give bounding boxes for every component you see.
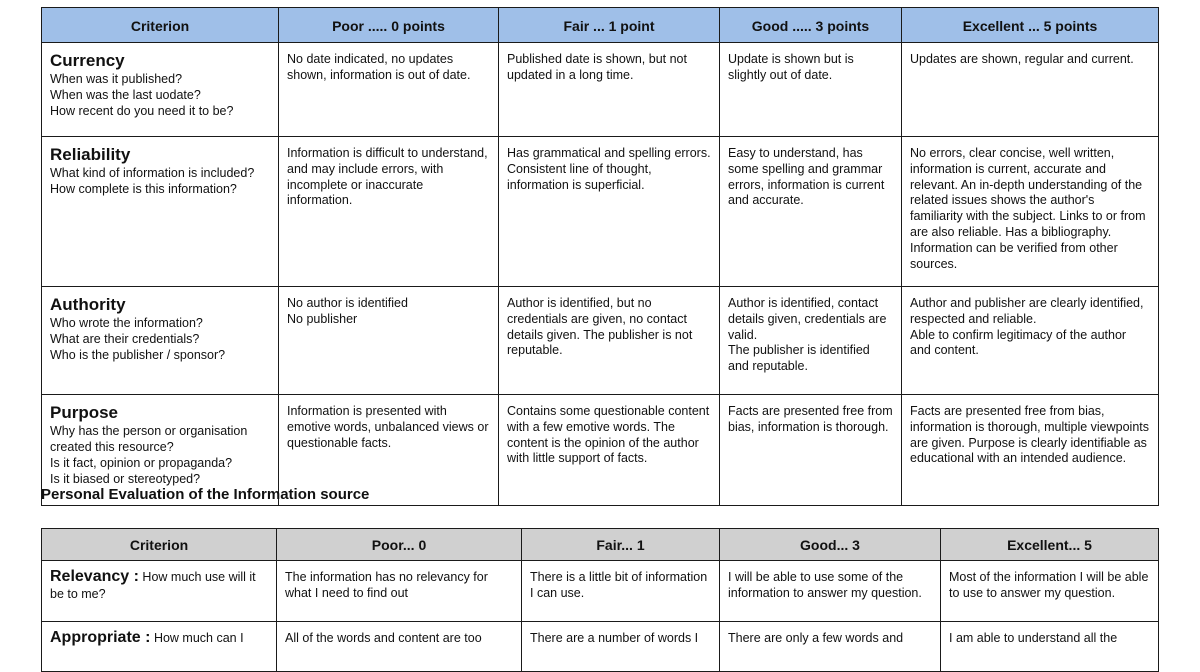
rubric-cell-poor: No date indicated, no updates shown, information is out of date.	[279, 43, 499, 137]
rubric-cell-fair: There are a number of words I	[522, 622, 720, 672]
criterion-cell	[42, 43, 279, 137]
criterion-title: Purpose	[50, 403, 119, 422]
rubric-cell-poor: Information is presented with emotive words, unbalanced views or questionable facts.	[279, 395, 499, 506]
criterion-question: What kind of information is included?	[50, 166, 255, 180]
evaluation-rubric-table	[41, 7, 1159, 506]
section-heading: Personal Evaluation of the Information source	[41, 486, 370, 503]
header-excellent: Excellent ... 5 points	[902, 8, 1159, 43]
table-row	[42, 561, 1159, 622]
table-header-row	[42, 8, 1159, 43]
criterion-question: What are their credentials?	[50, 332, 200, 346]
criterion-question: How recent do you need it to be?	[50, 104, 234, 118]
table-row	[42, 137, 1159, 287]
rubric-cell-fair: Has grammatical and spelling errors. Consistent line of thought, information is superficial.	[499, 137, 720, 287]
header-fair: Fair... 1	[522, 529, 720, 561]
criterion-title: Currency	[50, 51, 125, 70]
header-excellent: Excellent... 5	[941, 529, 1159, 561]
header-criterion: Criterion	[42, 529, 277, 561]
header-poor: Poor... 0	[277, 529, 522, 561]
criterion-question: Who is the publisher / sponsor?	[50, 348, 226, 362]
header-fair: Fair ... 1 point	[499, 8, 720, 43]
criterion-question: How complete is this information?	[50, 182, 237, 196]
rubric-cell-poor: All of the words and content are too	[277, 622, 522, 672]
rubric-cell-fair: Published date is shown, but not updated in a long time.	[499, 43, 720, 137]
criterion-question: Why has the person or organisation created this resource?	[50, 424, 248, 454]
criterion-question: How much use will it be to me?	[50, 570, 256, 601]
rubric-cell-good: I will be able to use some of the information to answer my question.	[720, 561, 941, 622]
header-criterion: Criterion	[42, 8, 279, 43]
rubric-cell-good: Update is shown but is slightly out of date.	[720, 43, 902, 137]
criterion-title: Relevancy :	[50, 568, 139, 585]
header-poor: Poor ..... 0 points	[279, 8, 499, 43]
criterion-question: When was the last uodate?	[50, 88, 201, 102]
criterion-question: Is it biased or stereotyped?	[50, 472, 201, 486]
rubric-cell-excellent: Author and publisher are clearly identified, respected and reliable. Able to confirm legitimacy of the author and content.	[902, 287, 1159, 395]
rubric-cell-good: There are only a few words and	[720, 622, 941, 672]
rubric-cell-excellent: Facts are presented free from bias, information is thorough, multiple viewpoints are given. Purpose is clearly identifiable as educational with an intended audience.	[902, 395, 1159, 506]
table-row	[42, 622, 1159, 672]
criterion-question: Who wrote the information?	[50, 316, 203, 330]
criterion-title: Appropriate :	[50, 629, 151, 646]
rubric-cell-fair: Contains some questionable content with a few emotive words. The content is the opinion of the author with little support of facts.	[499, 395, 720, 506]
personal-evaluation-table	[41, 528, 1159, 672]
criterion-title: Authority	[50, 295, 126, 314]
criterion-cell	[42, 561, 277, 622]
criterion-title: Reliability	[50, 145, 131, 164]
rubric-cell-fair: There is a little bit of information I can use.	[522, 561, 720, 622]
rubric-cell-poor: Information is difficult to understand, and may include errors, with incomplete or inaccurate information.	[279, 137, 499, 287]
rubric-cell-good: Author is identified, contact details given, credentials are valid. The publisher is identified and reputable.	[720, 287, 902, 395]
table-header-row	[42, 529, 1159, 561]
criterion-question: When was it published?	[50, 72, 183, 86]
rubric-cell-poor: No author is identified No publisher	[279, 287, 499, 395]
rubric-cell-excellent: No errors, clear concise, well written, information is current, accurate and relevant. An in-depth understanding of the related issues shows the author's familiarity with the subject. Links to or from are also reliable. Has a bibliography. Information can be verified from other sources.	[902, 137, 1159, 287]
criterion-cell	[42, 137, 279, 287]
criterion-question: How much can I	[153, 631, 244, 645]
rubric-cell-good: Easy to understand, has some spelling and grammar errors, information is current and accurate.	[720, 137, 902, 287]
rubric-cell-excellent: I am able to understand all the	[941, 622, 1159, 672]
rubric-cell-good: Facts are presented free from bias, information is thorough.	[720, 395, 902, 506]
header-good: Good... 3	[720, 529, 941, 561]
rubric-cell-excellent: Updates are shown, regular and current.	[902, 43, 1159, 137]
criterion-question: Is it fact, opinion or propaganda?	[50, 456, 233, 470]
rubric-cell-excellent: Most of the information I will be able to use to answer my question.	[941, 561, 1159, 622]
rubric-cell-fair: Author is identified, but no credentials are given, no contact details given. The publisher is not reputable.	[499, 287, 720, 395]
rubric-cell-poor: The information has no relevancy for what I need to find out	[277, 561, 522, 622]
header-good: Good ..... 3 points	[720, 8, 902, 43]
criterion-cell	[42, 287, 279, 395]
table-row	[42, 43, 1159, 137]
criterion-cell	[42, 622, 277, 672]
table-row	[42, 287, 1159, 395]
